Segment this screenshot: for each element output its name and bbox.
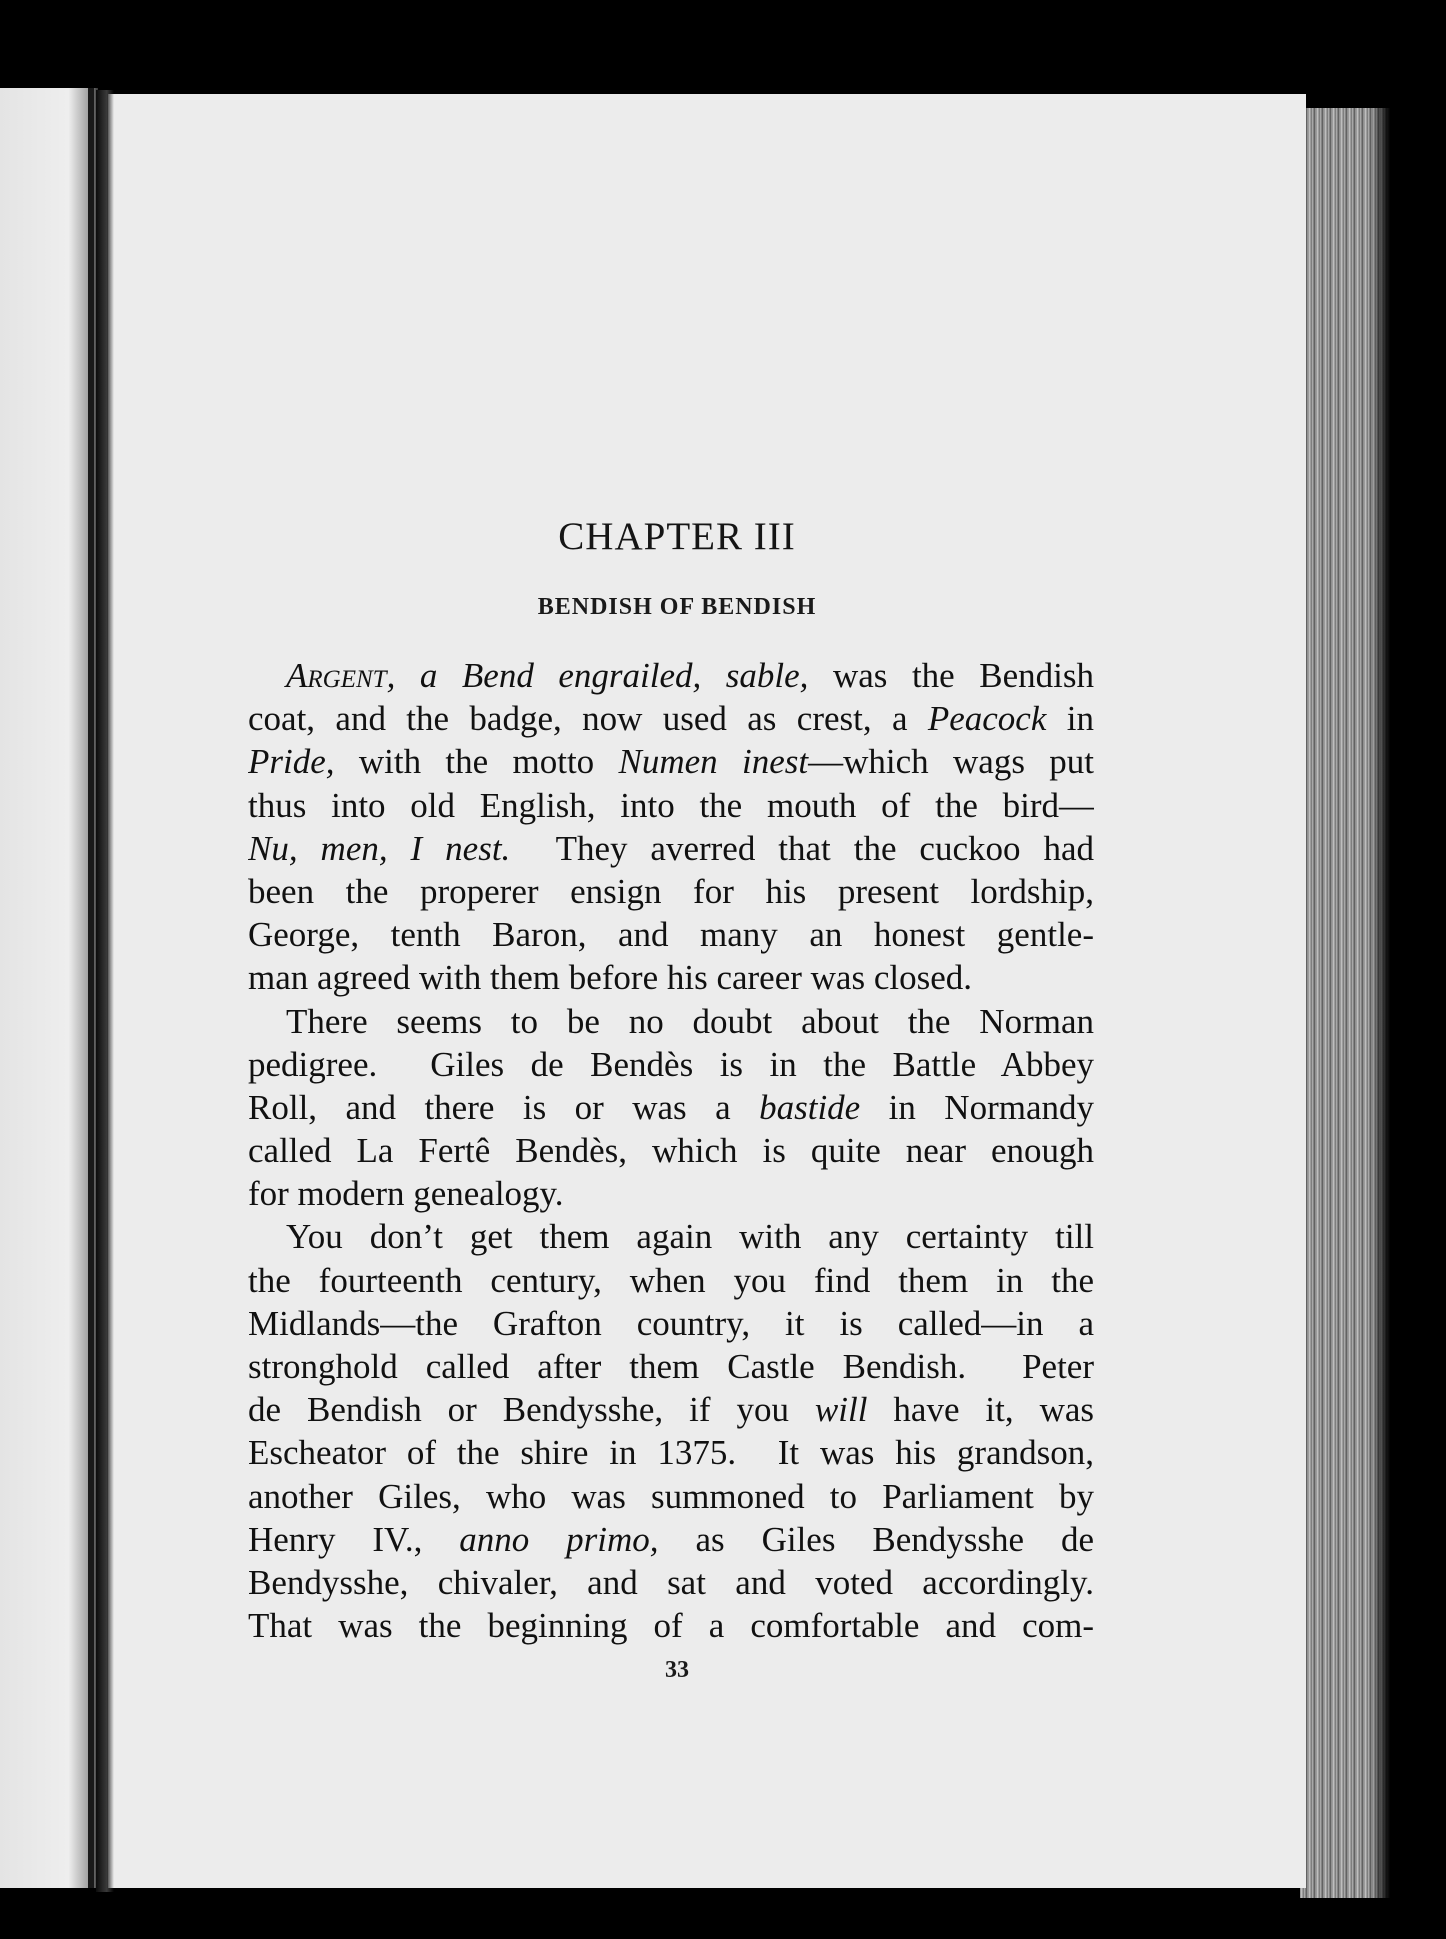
text-run: in Normandy [860,1087,1094,1127]
emphasis-run: , [386,656,420,695]
facing-page-edge [0,88,98,1888]
text-run: pedigree. Giles de Bendès is in the Battle Abbey [248,1044,1094,1084]
chapter-subheading: BENDISH OF BENDISH [537,594,817,620]
text-run: —which wags put [808,742,1094,782]
text-run: de Bendish or Bendysshe, if you [248,1390,815,1430]
chapter-heading: CHAPTER III [558,515,796,558]
text-run: Henry IV., [248,1519,460,1559]
text-line [248,956,1094,999]
page-number: 33 [665,1657,689,1683]
emphasis-run: Pride, [248,742,335,782]
emphasis-run: Argent [286,656,387,695]
text-run: the fourteenth century, when you find them in the [248,1260,1094,1300]
text-run: stronghold called after them Castle Bendish. Peter [248,1347,1094,1386]
text-run: Roll, and there is or was a [248,1087,760,1127]
emphasis-run: a Bend engrailed, sable, [419,656,809,695]
text-line [248,740,1094,783]
text-run: was the Bendish [808,656,1094,695]
page-stack-fore-edge [1300,108,1390,1898]
text-run: coat, and the badge, now used as crest, a [248,699,928,739]
emphasis-run: anno primo, [459,1519,659,1559]
text-line [248,1172,1094,1215]
text-run: man agreed with them before his career was closed. [248,958,972,998]
emphasis-run: Nu, men, I nest. [248,828,511,868]
text-line [248,827,1094,870]
text-run: in [1046,699,1094,739]
text-line [248,1388,1094,1431]
text-line [248,1518,1094,1561]
text-line [248,913,1094,956]
text-line [248,1215,1094,1258]
text-line [248,654,1094,697]
text-run: Midlands—the Grafton country, it is called—in a [248,1303,1094,1343]
text-run: as Giles Bendysshe de [658,1519,1094,1559]
text-run: thus into old English, into the mouth of the bird— [248,785,1094,825]
text-line [248,1086,1094,1129]
emphasis-run: Peacock [927,699,1047,739]
text-run: called La Fertê Bendès, which is quite near enough [248,1131,1094,1171]
text-run: That was the beginning of a comfortable and com- [248,1606,1094,1646]
text-run: Bendysshe, chivaler, and sat and voted accordingly. [248,1562,1094,1602]
text-run: another Giles, who was summoned to Parliament by [248,1476,1094,1516]
text-run: with the motto [334,742,619,782]
text-line [248,1129,1094,1172]
text-run: There seems to be no doubt about the Norman [286,1001,1094,1041]
text-line [248,1475,1094,1518]
text-run: George, tenth Baron, and many an honest gentle- [248,915,1094,955]
text-run: been the properer ensign for his present lordship, [248,871,1094,911]
text-line [248,1604,1094,1647]
text-line [248,1561,1094,1604]
text-line [248,1431,1094,1474]
emphasis-run: will [814,1390,868,1430]
text-line [248,1345,1094,1388]
emphasis-run: bastide [759,1087,861,1127]
text-line [248,697,1094,740]
text-run: for modern genealogy. [248,1174,564,1214]
text-line [248,784,1094,827]
text-line [248,870,1094,913]
text-run: Escheator of the shire in 1375. It was his grandson, [248,1433,1094,1473]
text-line [248,1043,1094,1086]
body-text [248,654,1094,1647]
text-run: have it, was [867,1390,1094,1430]
emphasis-run: Numen inest [618,742,809,782]
text-run: They averred that the cuckoo had [510,828,1094,868]
text-run: You don’t get them again with any certainty till [286,1217,1094,1257]
text-line [248,1259,1094,1302]
text-line [248,1302,1094,1345]
text-line [248,1000,1094,1043]
